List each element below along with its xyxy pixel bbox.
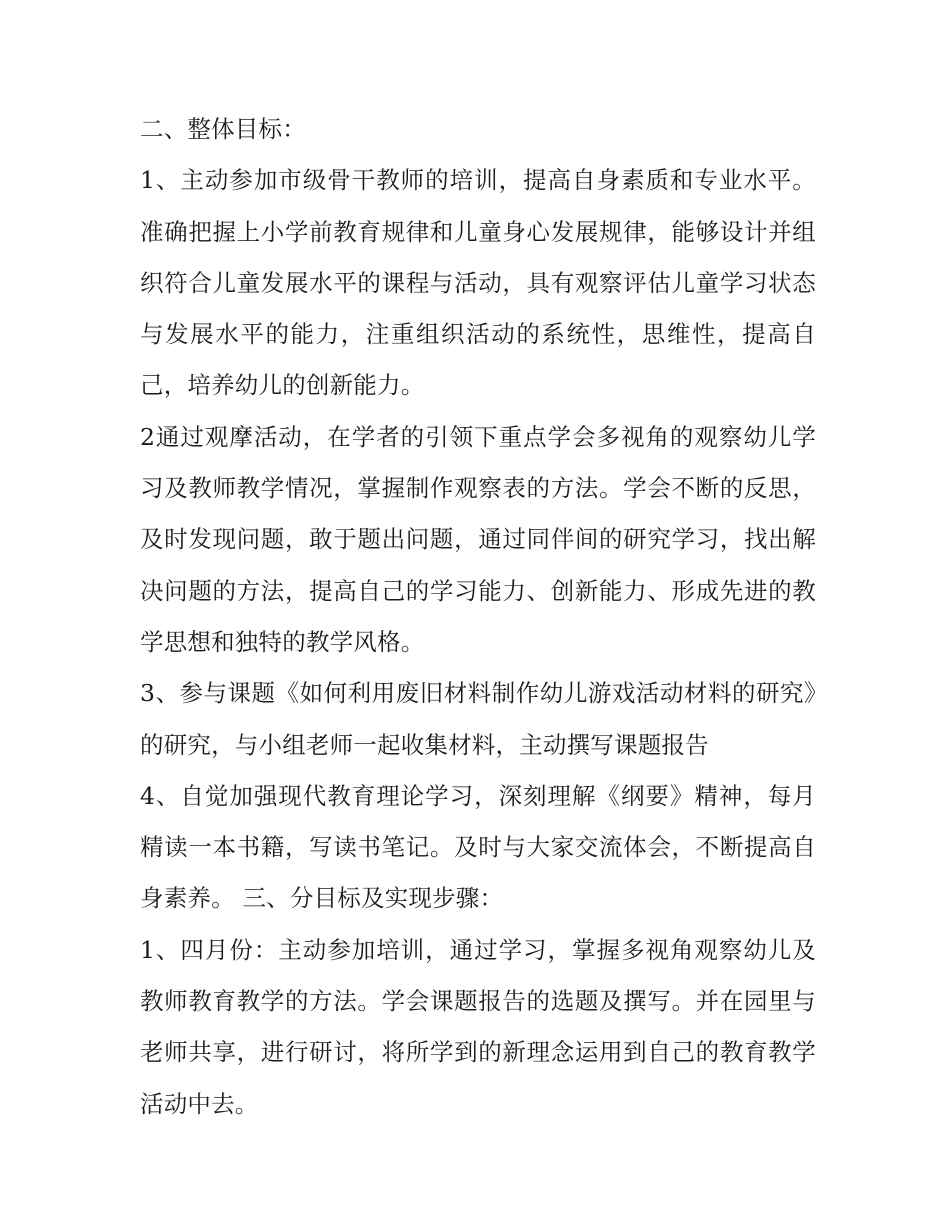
paragraph-goal-4: 4、自觉加强现代教育理论学习，深刻理解《纲要》精神，每月精读一本书籍，写读书笔记。及时与大家交流体会，不断提高自身素养。 三、分目标及实现步骤： [140,781,816,913]
section-heading-overall-goals: 二、整体目标： [140,115,306,143]
paragraph-goal-3: 3、参与课题《如何利用废旧材料制作幼儿游戏活动材料的研究》的研究，与小组老师一起收集材料，主动撰写课题报告 [140,679,816,759]
paragraph-goal-1: 1、主动参加市级骨干教师的培训，提高自身素质和专业水平。准确把握上小学前教育规律和儿童身心发展规律，能够设计并组织符合儿童发展水平的课程与活动，具有观察评估儿童学习状态与发展水平的能力，注重组织活动的系统性，思维性，提高自己，培养幼儿的创新能力。 [140,166,816,400]
paragraph-goal-2: 2通过观摩活动，在学者的引领下重点学会多视角的观察幼儿学习及教师教学情况，掌握制作观察表的方法。学会不断的反思，及时发现问题，敢于题出问题，通过同伴间的研究学习，找出解决问题的方法，提高自己的学习能力、创新能力、形成先进的教学思想和独特的教学风格。 [140,422,816,656]
paragraph-april-step: 1、四月份：主动参加培训，通过学习，掌握多视角观察幼儿及教师教育教学的方法。学会课题报告的选题及撰写。并在园里与老师共享，进行研讨，将所学到的新理念运用到自己的教育教学活动中去。 [140,935,816,1118]
document-body [140,104,816,1130]
